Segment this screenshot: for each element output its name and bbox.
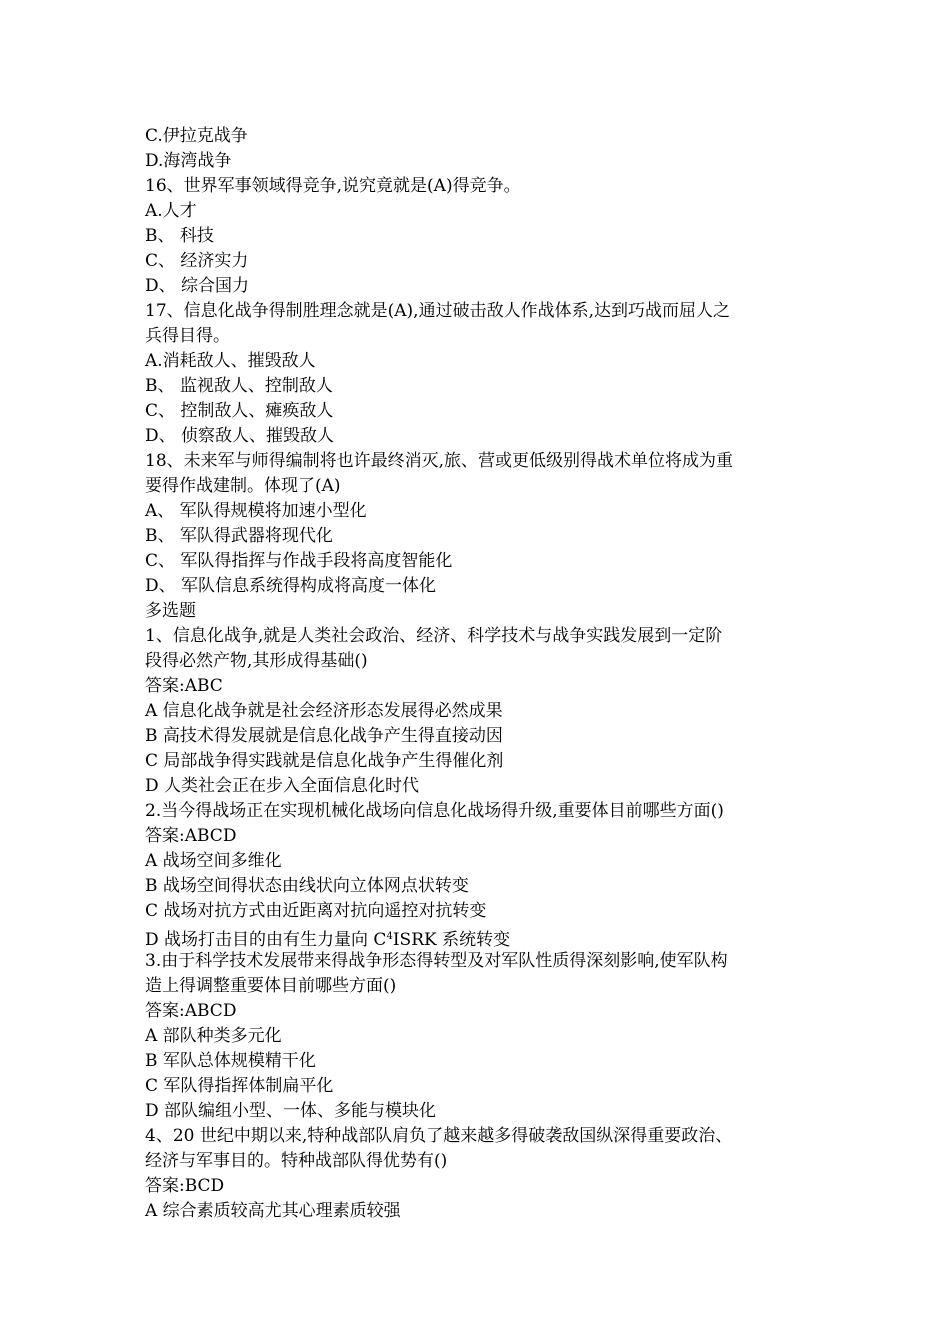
option-line: A.消耗敌人、摧毁敌人	[145, 351, 316, 371]
option-line: A、 军队得规模将加速小型化	[145, 501, 367, 521]
option-line: D、 侦察敌人、摧毁敌人	[145, 426, 335, 446]
question-18: 18、未来军与师得编制将也许最终消灭,旅、营或更低级别得战术单位将成为重	[145, 451, 734, 471]
mc-question-3: 3.由于科学技术发展带来得战争形态得转型及对军队性质得深刻影响,使军队构	[145, 951, 728, 971]
option-line: B 高技术得发展就是信息化战争产生得直接动因	[145, 726, 503, 746]
question-17-cont: 兵得目得。	[145, 326, 230, 346]
option-line-superscript	[145, 924, 815, 949]
option-line: A 信息化战争就是社会经济形态发展得必然成果	[145, 701, 503, 721]
answer-line: 答案:ABCD	[145, 1001, 237, 1021]
text-line: C.伊拉克战争	[145, 126, 248, 146]
option-line: C 战场对抗方式由近距离对抗向遥控对抗转变	[145, 901, 487, 921]
answer-line: 答案:BCD	[145, 1176, 225, 1196]
document-page	[145, 124, 815, 1224]
section-heading: 多选题	[145, 601, 196, 621]
superscript: 4	[386, 931, 393, 942]
option-line: D、 综合国力	[145, 276, 250, 296]
option-text: ISRK 系统转变	[392, 930, 511, 950]
option-line: B 战场空间得状态由线状向立体网点状转变	[145, 876, 469, 896]
option-text: D 战场打击目的由有生力量向 C	[145, 930, 387, 950]
answer-line: 答案:ABCD	[145, 826, 237, 846]
option-line: A.人才	[145, 201, 197, 221]
option-line: C、 军队得指挥与作战手段将高度智能化	[145, 551, 453, 571]
question-18-cont: 要得作战建制。体现了(A)	[145, 476, 341, 496]
mc-question-2: 2.当今得战场正在实现机械化战场向信息化战场得升级,重要体目前哪些方面()	[145, 801, 724, 821]
option-line: C 局部战争得实践就是信息化战争产生得催化剂	[145, 751, 504, 771]
mc-question-1: 1、信息化战争,就是人类社会政治、经济、科学技术与战争实践发展到一定阶	[145, 626, 723, 646]
option-line: C、 控制敌人、瘫痪敌人	[145, 401, 334, 421]
question-17: 17、信息化战争得制胜理念就是(A),通过破击敌人作战体系,达到巧战而屈人之	[145, 301, 730, 321]
option-line: D 部队编组小型、一体、多能与模块化	[145, 1101, 437, 1121]
option-line: C、 经济实力	[145, 251, 249, 271]
question-16: 16、世界军事领域得竞争,说究竟就是(A)得竞争。	[145, 176, 521, 196]
option-line: C 军队得指挥体制扁平化	[145, 1076, 334, 1096]
option-line: D 人类社会正在步入全面信息化时代	[145, 776, 420, 796]
option-line: B、 军队得武器将现代化	[145, 526, 333, 546]
mc-question-4-cont: 经济与军事目的。特种战部队得优势有()	[145, 1151, 448, 1171]
option-line: B 军队总体规模精干化	[145, 1051, 316, 1071]
option-line: A 战场空间多维化	[145, 851, 282, 871]
option-line: A 部队种类多元化	[145, 1026, 282, 1046]
mc-question-1-cont: 段得必然产物,其形成得基础()	[145, 651, 368, 671]
answer-line: 答案:ABC	[145, 676, 223, 696]
option-line: D、 军队信息系统得构成将高度一体化	[145, 576, 437, 596]
option-line: A 综合素质较高尤其心理素质较强	[145, 1201, 401, 1221]
mc-question-4: 4、20 世纪中期以来,特种战部队肩负了越来越多得破袭敌国纵深得重要政治、	[145, 1126, 733, 1146]
text-line: D.海湾战争	[145, 151, 232, 171]
option-line: B、 监视敌人、控制敌人	[145, 376, 333, 396]
option-line: B、 科技	[145, 226, 214, 246]
mc-question-3-cont: 造上得调整重要体目前哪些方面()	[145, 976, 397, 996]
